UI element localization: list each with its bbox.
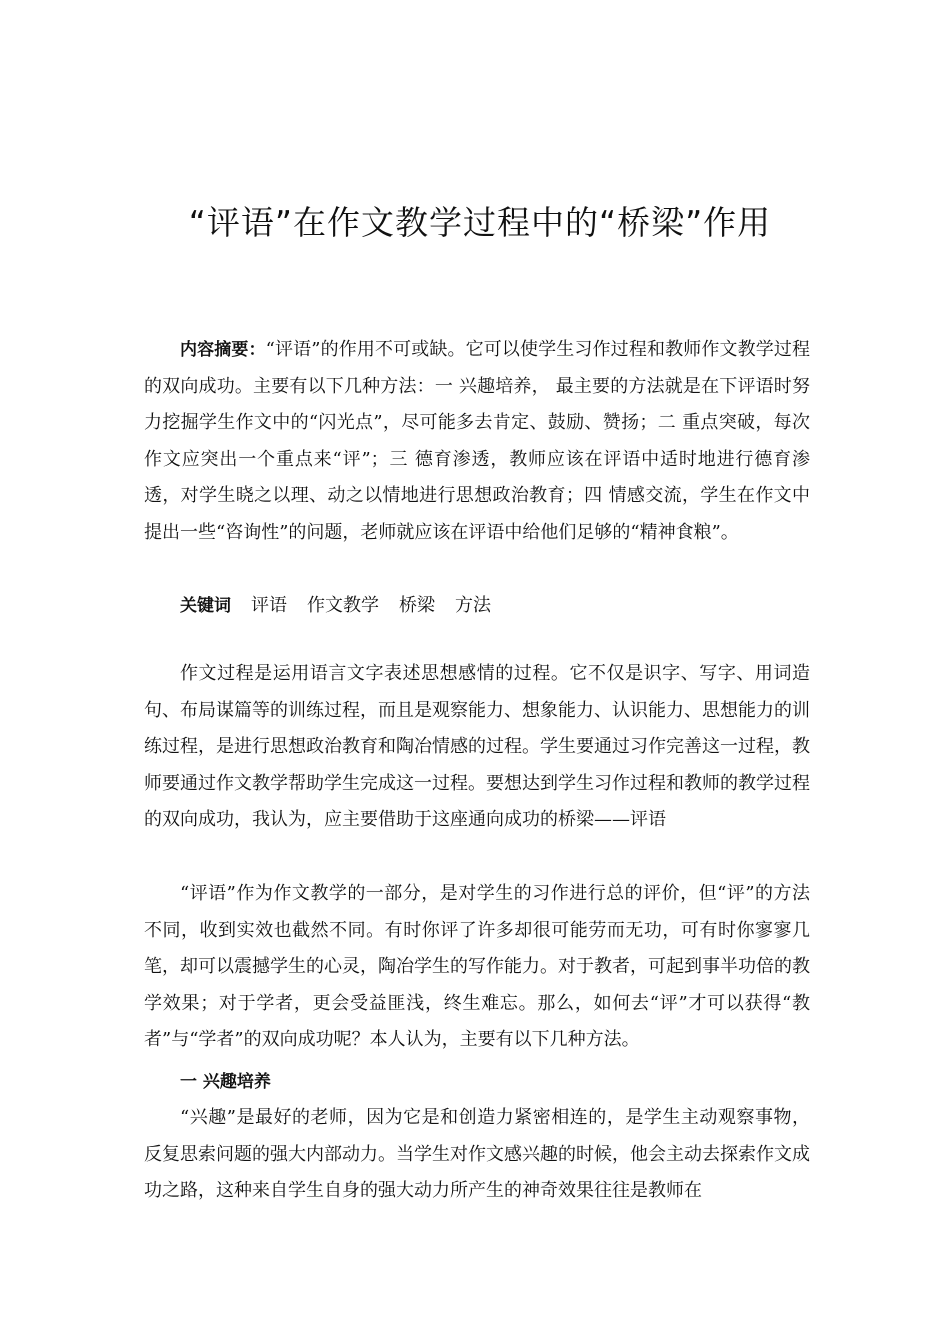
abstract-label: 内容摘要： xyxy=(180,340,266,360)
keyword-item: 评语 xyxy=(251,595,287,616)
keywords-line xyxy=(180,588,846,625)
abstract-text: “评语”的作用不可或缺。它可以使学生习作过程和教师作文教学过程的双向成功。主要有以下几种方法：一 兴趣培养， 最主要的方法就是在下评语时努力挖掘学生作文中的“闪光点”，尽可能多去肯定、鼓励、赞扬；二 重点突破，每次作文应突出一个重点来“评”；三 德育渗透，教师应该在评语中适时地进行德育渗透，对学生晓之以理、动之以情地进行思想政治教育；四 情感交流，学生在作文中提出一些“咨询性”的问题，老师就应该在评语中给他们足够的“精神食粮”。 xyxy=(144,339,810,543)
section-heading: 一 兴趣培养 xyxy=(180,1072,271,1092)
body-paragraph: “评语”作为作文教学的一部分，是对学生的习作进行总的评价，但“评”的方法不同，收到实效也截然不同。有时你评了许多却很可能劳而无功，可有时你寥寥几笔，却可以震撼学生的心灵，陶冶学生的写作能力。对于教者，可起到事半功倍的教学效果；对于学者，更会受益匪浅，终生难忘。那么，如何去“评”才可以获得“教者”与“学者”的双向成功呢？本人认为，主要有以下几种方法。 xyxy=(144,883,810,1050)
keyword-item: 作文教学 xyxy=(307,595,379,616)
section-paragraph: “兴趣”是最好的老师，因为它是和创造力紧密相连的，是学生主动观察事物，反复思索问题的强大内部动力。当学生对作文感兴趣的时候，他会主动去探索作文成功之路，这种来自学生自身的强大动力所产生的神奇效果往往是教师在 xyxy=(144,1107,810,1201)
keyword-item: 方法 xyxy=(455,595,491,616)
keyword-item: 桥梁 xyxy=(399,595,435,616)
abstract-paragraph xyxy=(144,332,810,551)
body-paragraph: 作文过程是运用语言文字表述思想感情的过程。它不仅是识字、写字、用词造句、布局谋篇等的训练过程，而且是观察能力、想象能力、认识能力、思想能力的训练过程，是进行思想政治教育和陶冶情感的过程。学生要通过习作完善这一过程，教师要通过作文教学帮助学生完成这一过程。要想达到学生习作过程和教师的教学过程的双向成功，我认为，应主要借助于这座通向成功的桥梁——评语 xyxy=(144,663,810,830)
keywords-label: 关键词 xyxy=(180,596,231,616)
document-title: “评语”在作文教学过程中的“桥梁”作用 xyxy=(188,203,772,242)
